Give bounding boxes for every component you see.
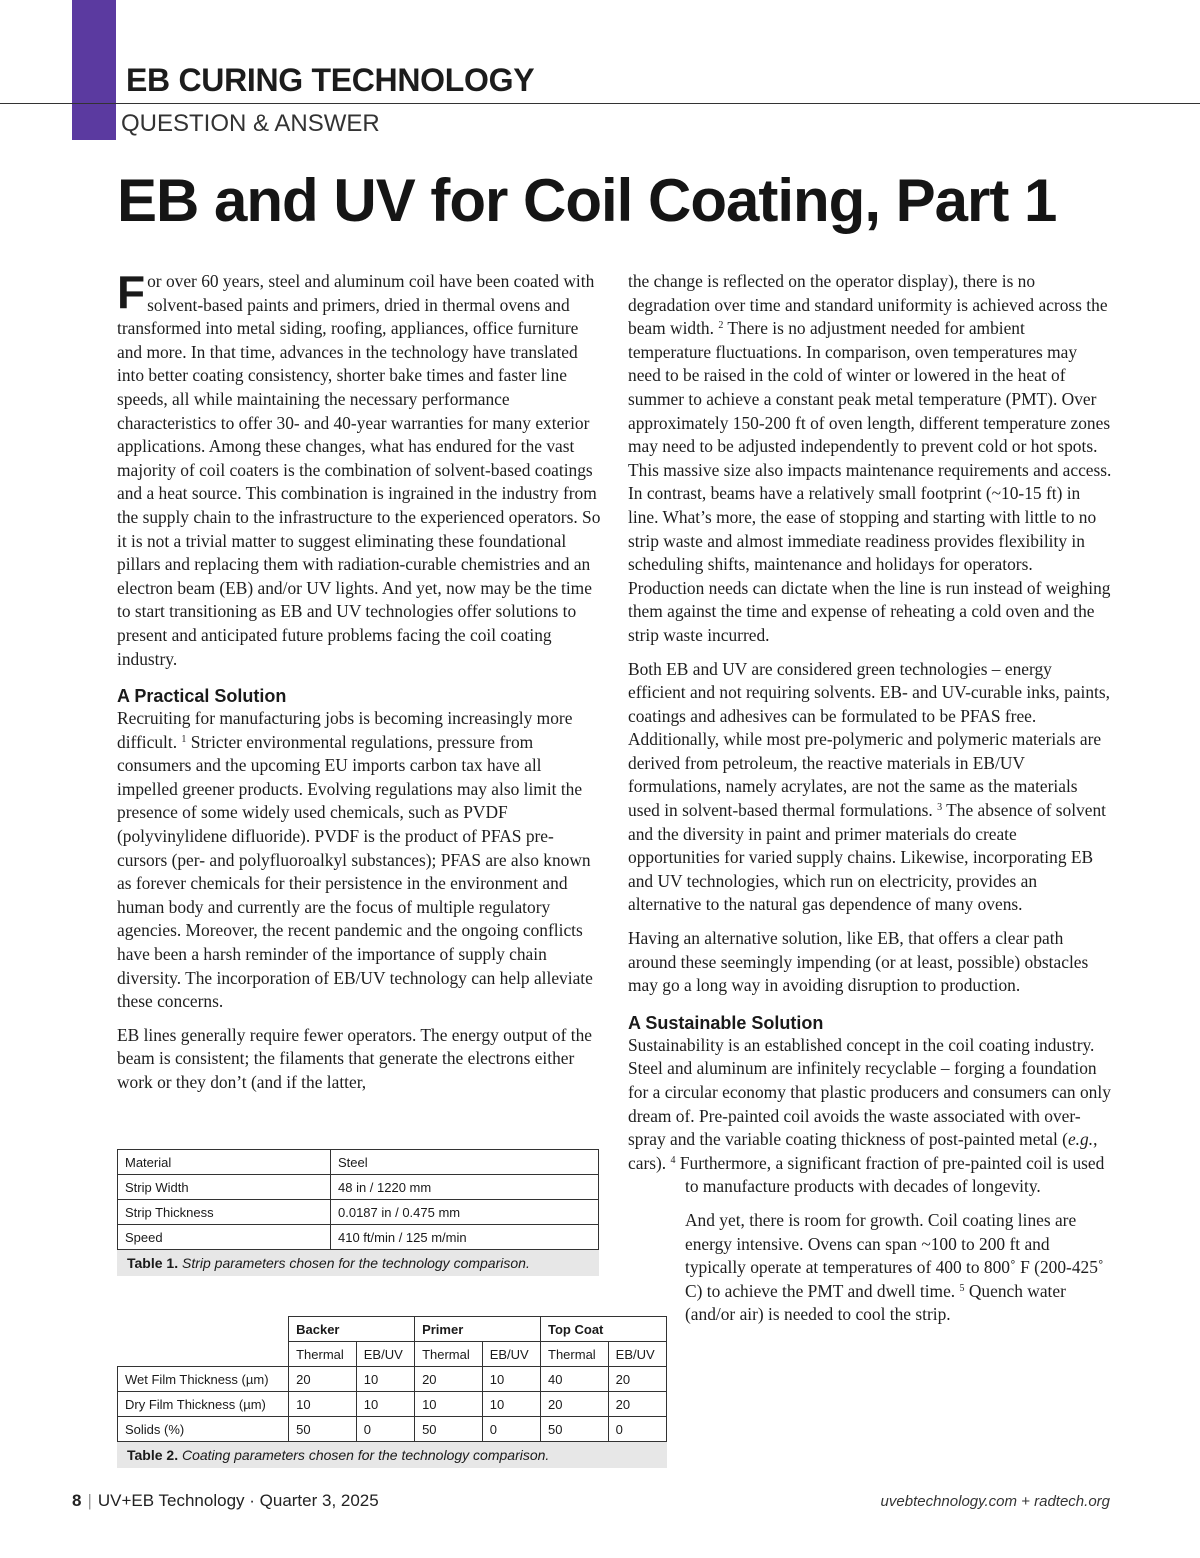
- table-cell-value: 10: [482, 1367, 540, 1392]
- footnote-ref: 3: [937, 802, 943, 814]
- table-row: [118, 1150, 599, 1175]
- table1-caption: [117, 1250, 599, 1276]
- table-group-header: Top Coat: [541, 1317, 667, 1342]
- table-cell-label: Solids (%): [118, 1417, 289, 1442]
- table-subheader-row: [118, 1342, 667, 1367]
- article-title: EB and UV for Coil Coating, Part 1: [117, 167, 1057, 234]
- table-row: [118, 1225, 599, 1250]
- table-cell-value: 0.0187 in / 0.475 mm: [331, 1200, 599, 1225]
- paragraph-longevity: to manufacture products with decades of longevity.: [685, 1176, 1041, 1197]
- paragraph-text: , cars).: [628, 1129, 1098, 1173]
- paragraph-text: Recruiting for manufacturing jobs is becoming increasingly more difficult.: [117, 708, 573, 752]
- table-corner: [118, 1342, 289, 1367]
- table-row: [118, 1417, 667, 1442]
- table-cell-value: 40: [541, 1367, 609, 1392]
- coating-parameters-table: [117, 1316, 667, 1468]
- table-cell-value: 20: [415, 1367, 483, 1392]
- footer-websites: uvebtechnology.com + radtech.org: [880, 1493, 1110, 1510]
- table-cell-value: 0: [356, 1417, 414, 1442]
- paragraph-text: Both EB and UV are considered green technologies – energy efficient and not requiring solvents. EB- and UV-curable inks, paints, coatings and adhesives can be formulated to be PFAS free. Additionally, while most pre-polymeric and polymeric materials are derived from petroleum, the reactive materials in EB/UV formulations, namely acrylates, are not the same as the materials used in solvent-based thermal formulations.: [628, 658, 1111, 821]
- table-cell-value: 50: [415, 1417, 483, 1442]
- table-cell-label: Dry Film Thickness (µm): [118, 1392, 289, 1417]
- paragraph-text: the change is reflected on the operator display), there is no degradation over time and standard uniformity is achieved across the beam width.: [628, 271, 1108, 339]
- table-cell-value: 10: [356, 1392, 414, 1417]
- table-cell-value: Steel: [331, 1150, 599, 1175]
- paragraph-green-technologies: [628, 658, 1112, 918]
- table-cell-label: Wet Film Thickness (µm): [118, 1367, 289, 1392]
- caption-label: Table 1.: [127, 1255, 179, 1271]
- paragraph-text: The absence of solvent and the diversity in paint and primer materials do create opportunities for varied supply chains. Likewise, incorporating EB and UV technologies, which run on electricity, provides an alternative to the natural gas dependence of many ovens.: [628, 800, 1106, 915]
- table-corner: [118, 1317, 289, 1342]
- table-header-row: [118, 1317, 667, 1342]
- caption-text: Coating parameters chosen for the technology comparison.: [178, 1447, 550, 1463]
- paragraph-eb-lines: EB lines generally require fewer operators. The energy output of the beam is consistent; the filaments that generate the electrons either work or they don’t (and if the latter,: [117, 1024, 593, 1092]
- table-cell-value: 10: [289, 1392, 357, 1417]
- header-accent-bar: [72, 0, 116, 140]
- paragraph-text: There is no adjustment needed for ambient temperature fluctuations. In comparison, oven temperatures may need to be raised in the cold of winter or lowered in the heat of summer to achieve a constant peak metal temperature (PMT). Over approximately 150-200 ft of oven length, different temperature zones may need to be adjusted independently to prevent cold or hot spots. This massive size also impacts maintenance requirements and access. In contrast, beams have a relatively small footprint (~10-15 ft) in line. What’s more, the ease of stopping and starting with little to no strip waste and almost immediate readiness provides flexibility in scheduling shifts, maintenance and holidays for operators. Production needs can dictate when the line is run instead of weighing them against the time and expense of reheating a cold oven and the strip waste incurred.: [628, 318, 1112, 645]
- paragraph-room-for-growth: [685, 1209, 1112, 1327]
- table-subheader: Thermal: [415, 1342, 483, 1367]
- table-cell-value: 10: [482, 1392, 540, 1417]
- intro-text: or over 60 years, steel and aluminum coil have been coated with solvent-based paints and primers, dried in thermal ovens and transformed into metal siding, roofing, appliances, office furniture and more. In that time, advances in the technology have translated into better coating consistency, shorter bake times and faster line speeds, all while maintaining the necessary performance characteristics to offer 30- and 40-year warranties for many exterior applications. Among these changes, what has endured for the vast majority of coil coaters is the combination of solvent-based coatings and a heat source. This combination is ingrained in the industry from the supply chain to the infrastructure to the experienced operators. So it is not a trivial matter to suggest eliminating these foundational pillars and replacing them with radiation-curable chemistries and an electron beam (EB) and/or UV lights. And yet, now may be the time to start transitioning as EB and UV technologies offer solutions to present and anticipated future problems facing the coil coating industry.: [117, 271, 601, 669]
- paragraph-text: Furthermore, a significant fraction of pre-painted coil is used: [675, 1152, 1105, 1173]
- table-subheader: EB/UV: [356, 1342, 414, 1367]
- section-sublabel: QUESTION & ANSWER: [121, 110, 380, 137]
- table-group-header: Primer: [415, 1317, 541, 1342]
- indented-continuation: [628, 1175, 1112, 1327]
- footnote-ref: 2: [718, 320, 724, 332]
- table-subheader: Thermal: [541, 1342, 609, 1367]
- table-cell-value: 10: [415, 1392, 483, 1417]
- table-cell-label: Material: [118, 1150, 331, 1175]
- table-cell-value: 20: [608, 1392, 666, 1417]
- table-subheader: EB/UV: [482, 1342, 540, 1367]
- table-cell-value: 50: [289, 1417, 357, 1442]
- strip-parameters-table: [117, 1149, 599, 1276]
- intro-paragraph: [117, 266, 603, 671]
- heading-practical-solution: A Practical Solution: [117, 686, 287, 707]
- paragraph-text: e.g.: [1067, 1129, 1094, 1150]
- table-cell-value: 10: [356, 1367, 414, 1392]
- table-row: [118, 1175, 599, 1200]
- table-cell-label: Strip Width: [118, 1175, 331, 1200]
- paragraph-text: Quench water (and/or air) is needed to cool the strip.: [685, 1280, 1066, 1325]
- paragraph-recruiting: [117, 707, 603, 1014]
- table-row: [118, 1367, 667, 1392]
- table-cell-value: 50: [541, 1417, 609, 1442]
- heading-sustainable-solution: A Sustainable Solution: [628, 1012, 824, 1033]
- table-subheader: EB/UV: [608, 1342, 666, 1367]
- table-cell-value: 48 in / 1220 mm: [331, 1175, 599, 1200]
- table-subheader: Thermal: [289, 1342, 357, 1367]
- table-cell-value: 20: [289, 1367, 357, 1392]
- paragraph-text: Stricter environmental regulations, pressure from consumers and the upcoming EU imports carbon tax have all impelled greener products. Evolving regulations may also limit the presence of some widely used chemicals, such as PVDF (polyvinylidene difluoride). PVDF is the product of PFAS pre-cursors (per- and polyfluoroalkyl substances); PFAS are also known as forever chemicals for their persistence in the environment and human body and currently are the focus of multiple regulatory agencies. Moreover, the recent pandemic and the ongoing conflicts have been a harsh reminder of the importance of supply chain diversity. The incorporation of EB/UV technology can help alleviate these concerns.: [117, 731, 593, 1012]
- footnote-ref: 5: [959, 1282, 965, 1294]
- paragraph-text: Sustainability is an established concept in the coil coating industry. Steel and aluminum are infinitely recyclable – forging a foundation for a circular economy that plastic producers and consumers can only dream of. Pre-painted coil avoids the waste associated with over-spray and the variable coating thickness of post-painted metal (: [628, 1034, 1111, 1150]
- table-cell-value: 20: [608, 1367, 666, 1392]
- publication-name: UV+EB Technology · Quarter 3, 2025: [97, 1491, 379, 1510]
- article-column-right: [628, 270, 1112, 1337]
- header-divider: [0, 103, 1200, 104]
- caption-text: Strip parameters chosen for the technology comparison.: [178, 1255, 530, 1271]
- footer-separator: |: [87, 1491, 92, 1510]
- table-cell-value: 410 ft/min / 125 m/min: [331, 1225, 599, 1250]
- footnote-ref: 4: [670, 1154, 676, 1166]
- section-label: EB CURING TECHNOLOGY: [126, 62, 535, 98]
- page-number: 8: [72, 1491, 82, 1510]
- table-cell-value: 0: [608, 1417, 666, 1442]
- table-cell-label: Speed: [118, 1225, 331, 1250]
- table2-caption: [117, 1442, 667, 1468]
- table-group-header: Backer: [289, 1317, 415, 1342]
- caption-label: Table 2.: [127, 1447, 179, 1463]
- article-column-left: [117, 266, 603, 1105]
- table-cell-value: 20: [541, 1392, 609, 1417]
- paragraph-alternative: Having an alternative solution, like EB, that offers a clear path around these seemingly impending (or at least, possible) obstacles may go a long way in avoiding disruption to production.: [628, 928, 1089, 996]
- drop-cap: F: [117, 266, 146, 318]
- paragraph-sustainability: [628, 1034, 1112, 1176]
- footer-publication: [72, 1491, 379, 1511]
- paragraph-text: And yet, there is room for growth. Coil coating lines are energy intensive. Ovens can span ~100 to 200 ft and typically operate at temperatures of 400 to 800˚ F (200-425˚ C) to achieve the PMT and dwell time.: [685, 1209, 1104, 1301]
- table-cell-label: Strip Thickness: [118, 1200, 331, 1225]
- footnote-ref: 1: [181, 733, 187, 745]
- table-row: [118, 1200, 599, 1225]
- table-row: [118, 1392, 667, 1417]
- paragraph-beam-consistency: [628, 270, 1112, 648]
- table-cell-value: 0: [482, 1417, 540, 1442]
